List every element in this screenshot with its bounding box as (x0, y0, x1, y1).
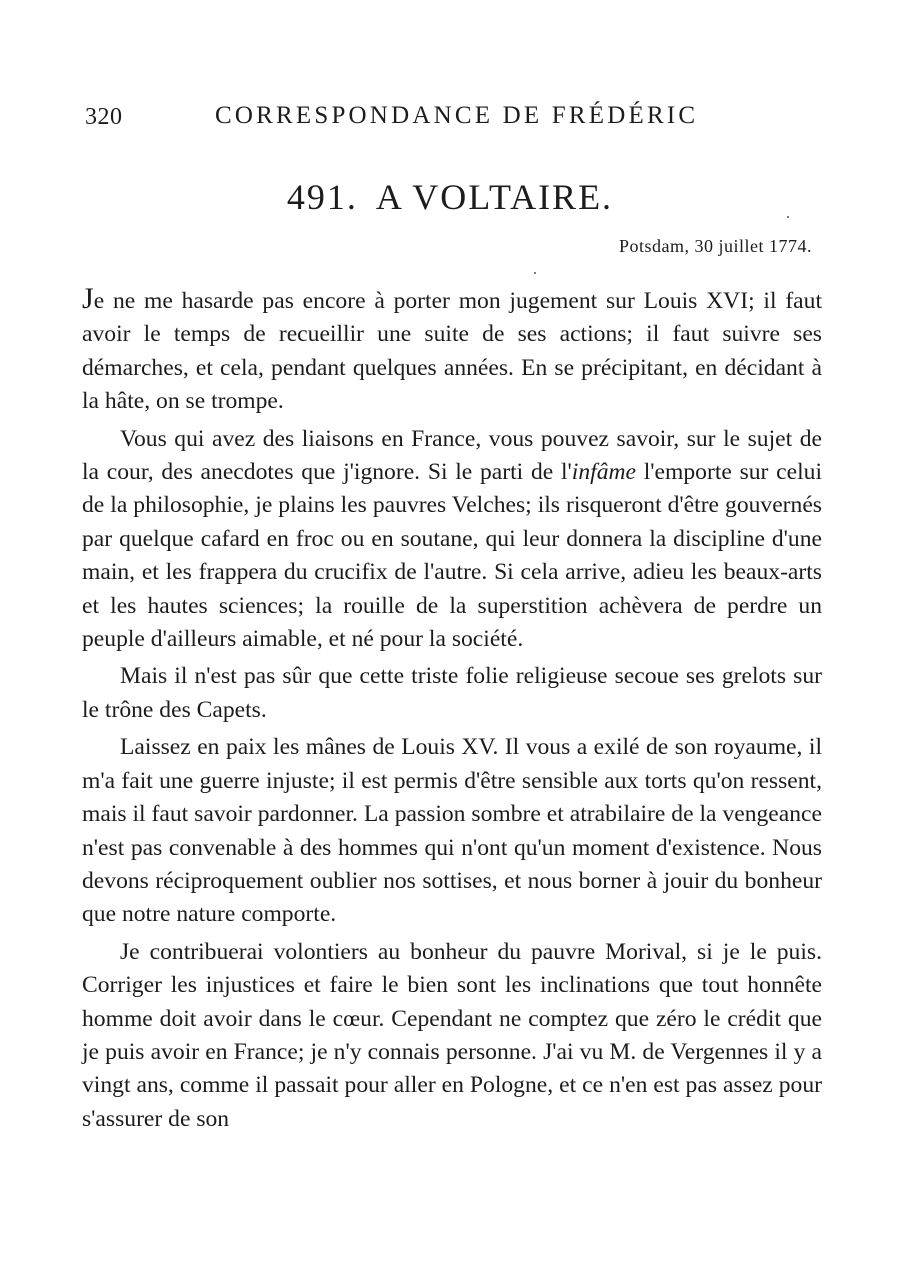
paper-speck (787, 216, 789, 218)
paragraph-2 (82, 423, 822, 657)
paragraph-1 (82, 282, 822, 419)
paragraph-text: Vous qui avez des liaisons en France, vous pouvez savoir, sur le sujet de la cour, des anecdotes que j'ignore. Si le parti de l' (82, 425, 822, 486)
paragraph-5 (82, 936, 822, 1136)
running-head (85, 100, 820, 132)
page-number: 320 (85, 104, 123, 130)
italic-term: infâme (571, 459, 636, 486)
letter-number: 491. (286, 177, 358, 217)
running-title: CORRESPONDANCE DE FRÉDÉRIC (215, 102, 699, 129)
paragraph-3 (82, 660, 822, 727)
paragraph-text: Je contribuerai volontiers au bonheur du pauvre Morival, si je le puis. Corriger les injustices et faire le bien sont les inclinations que tout honnête homme doit avoir dans le cœur. Cependant ne comptez que zéro le crédit que je puis avoir en France; je n'y connais personne. J'ai vu M. de Vergennes il y a vingt ans, comme il passait pour aller en Pologne, et ce n'en est pas assez pour s'assurer de son (82, 938, 822, 1132)
paragraph-text: Laissez en paix les mânes de Louis XV. Il vous a exilé de son royaume, il m'a fait une guerre injuste; il est permis d'être sensible aux torts qu'on ressent, mais il faut savoir pardonner. La passion sombre et atrabilaire de la vengeance n'est pas convenable à des hommes qui n'ont qu'un moment d'existence. Nous devons réciproquement oublier nos sottises, et nous borner à jouir du bonheur que notre nature comporte. (82, 734, 822, 928)
paragraph-text: l'emporte sur celui de la philosophie, je plains les pauvres Velches; ils risqueront d'être gouvernés par quelque cafard en froc ou en soutane, qui leur donnera la discipline d'une main, et les frappera du crucifix de l'autre. Si cela arrive, adieu les beaux-arts et les hautes sciences; la rouille de la superstition achèvera de perdre un peuple d'ailleurs aimable, et né pour la société. (82, 459, 822, 653)
letter-body (82, 282, 822, 1140)
dateline: Potsdam, 30 juillet 1774. (618, 236, 812, 256)
paragraph-text: e ne me hasarde pas encore à porter mon jugement sur Louis XVI; il faut avoir le temps de recueillir une suite de ses actions; il faut suivre ses démarches, et cela, pendant quelques années. En se précipitant, en décidant à la hâte, on se trompe. (82, 288, 822, 415)
paragraph-text: Mais il n'est pas sûr que cette triste folie religieuse secoue ses grelots sur le trône des Capets. (82, 663, 822, 723)
paragraph-4 (82, 731, 822, 931)
drop-cap: J (82, 282, 94, 315)
letter-heading (0, 176, 900, 218)
paper-speck (534, 272, 536, 274)
letter-title: A VOLTAIRE. (375, 177, 614, 217)
